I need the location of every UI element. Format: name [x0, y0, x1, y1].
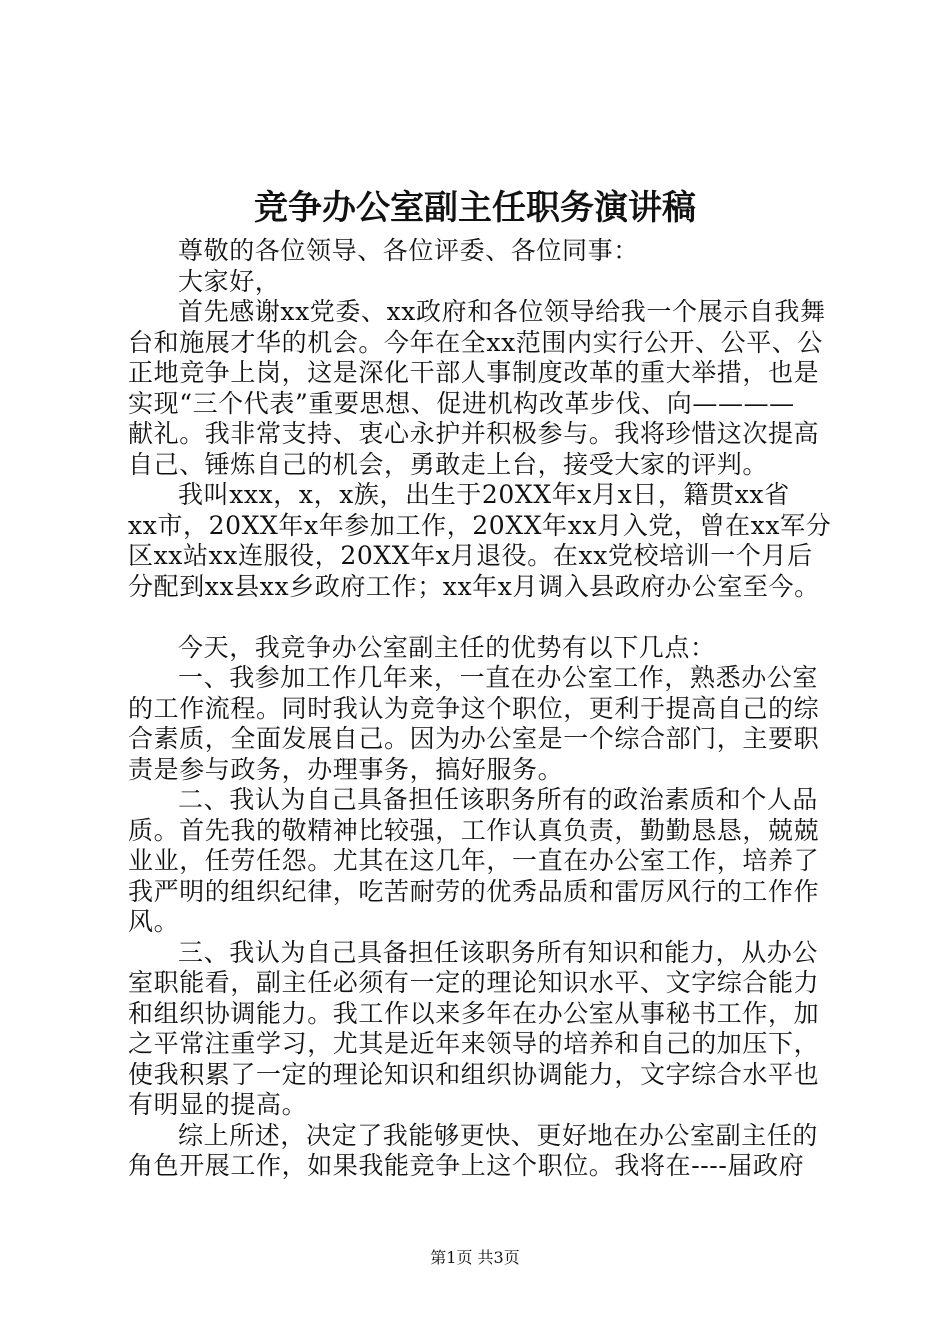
text-line: 正地竞争上岗，这是深化干部人事制度改革的重大举措，也是	[128, 358, 820, 387]
text-line: 尊敬的各位领导、各位评委、各位同事：	[178, 236, 639, 265]
text-line: 之平常注重学习，尤其是近年来领导的培养和自己的加压下，	[128, 1029, 820, 1058]
document-body	[128, 236, 833, 1182]
text-line: 自己、锤炼自己的机会，勇敢走上台，接受大家的评判。	[128, 449, 769, 479]
text-line: 质。首先我的敬精神比较强，工作认真负责，勤勤恳恳，兢兢	[128, 815, 820, 845]
text-line: 献礼。我非常支持、衷心永护并积极参与。我将珍惜这次提高	[128, 419, 820, 448]
text-line: 使我积累了一定的理论知识和组织协调能力，文字综合水平也	[128, 1059, 820, 1089]
text-line: 今天，我竞争办公室副主任的优势有以下几点：	[178, 632, 716, 662]
text-line: 综上所述，决定了我能够更快、更好地在办公室副主任的	[178, 1120, 819, 1150]
text-line: 分配到xx县xx乡政府工作；xx年x月调入县政府办公室至今。	[128, 571, 820, 601]
text-line: 区xx站xx连服役，20XX年x月退役。在xx党校培训一个月后	[128, 541, 813, 570]
text-line: 合素质，全面发展自己。因为办公室是一个综合部门，主要职	[128, 724, 820, 753]
text-line: 大家好，	[178, 266, 281, 296]
text-line: 角色开展工作，如果我能竞争上这个职位。我将在----届政府	[128, 1151, 805, 1180]
text-line: 首先感谢xx党委、xx政府和各位领导给我一个展示自我舞	[178, 297, 826, 326]
text-line: 一、我参加工作几年来，一直在办公室工作，熟悉办公室	[178, 663, 819, 692]
text-line: 和组织协调能力。我工作以来多年在办公室从事秘书工作，加	[128, 998, 820, 1028]
page-number-footer: 第1页 共3页	[430, 1248, 520, 1267]
text-line: 三、我认为自己具备担任该职务所有知识和能力，从办公	[178, 937, 819, 967]
text-line: 台和施展才华的机会。今年在全xx范围内实行公开、公平、公	[128, 327, 824, 357]
blank-line	[128, 602, 833, 633]
text-line: 室职能看，副主任必须有一定的理论知识水平、文字综合能力	[128, 968, 820, 997]
text-line: xx市，20XX年x年参加工作，20XX年xx月入党，曾在xx军分	[128, 510, 832, 540]
document-title: 竞争办公室副主任职务演讲稿	[254, 188, 696, 228]
text-line: 责是参与政务，办理事务，搞好服务。	[128, 754, 564, 784]
text-line: 我严明的组织纪律，吃苦耐劳的优秀品质和雷厉风行的工作作	[128, 876, 820, 906]
text-line: 实现“三个代表”重要思想、促进机构改革步伐、向————	[128, 388, 795, 418]
text-line: 风。	[128, 907, 180, 936]
text-line: 二、我认为自己具备担任该职务所有的政治素质和个人品	[178, 785, 819, 814]
text-line: 有明显的提高。	[128, 1090, 308, 1119]
text-line: 的工作流程。同时我认为竞争这个职位，更利于提高自己的综	[128, 693, 820, 723]
text-line: 业业，任劳任怨。尤其在这几年，一直在办公室工作，培养了	[128, 846, 820, 875]
text-line: 我叫xxx，x，x族，出生于20XX年x月x日，籍贯xx省	[178, 480, 790, 509]
